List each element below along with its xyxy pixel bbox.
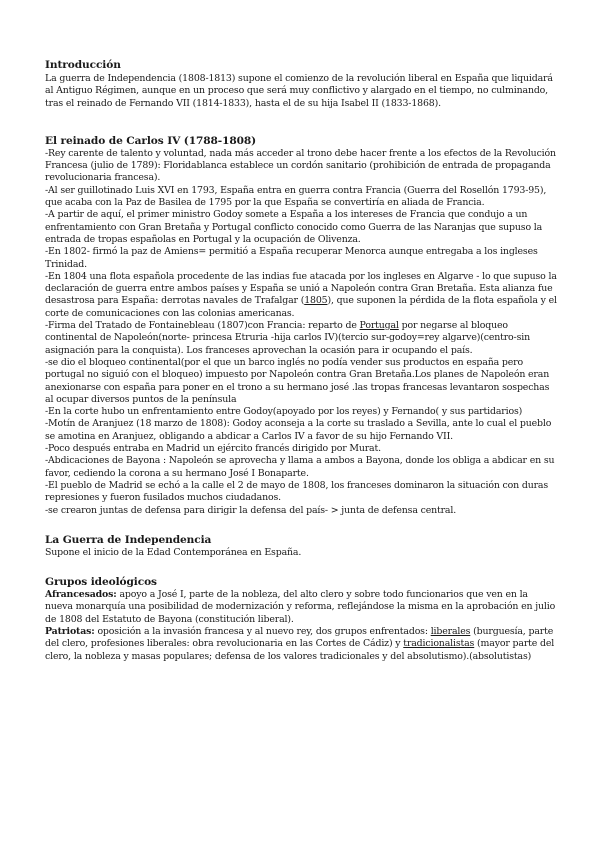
list-item: -se crearon juntas de defensa para dirigir la defensa del país- > junta de defensa central.: [45, 504, 457, 516]
list-item: -Al ser guillotinado Luis XVI en 1793, España entra en guerra contra Francia (Guerra del Rosellón 1793-95), que acaba con la Paz de Basilea de 1795 por la que España se convertiría en aliada de Francia.: [45, 184, 547, 209]
list-item: -El pueblo de Madrid se echó a la calle el 2 de mayo de 1808, los franceses dominaron la situación con duras represiones y fueron fusilados muchos ciudadanos.: [45, 479, 549, 504]
list-item: -Poco después entraba en Madrid un ejército francés dirigido por Murat.: [45, 443, 381, 455]
heading-introduccion: Introducción: [45, 59, 121, 71]
afrancesados-text: apoyo a José I, parte de la nobleza, del alto clero y sobre todo funcionarios que ven en la nueva monarquía una posibilidad de modernización y reforma, reflejándose la misma en la aprobación en julio de 1808 del Estatuto de Bayona (constitución liberal).: [45, 589, 556, 625]
tradicionalistas-link[interactable]: tradicionalistas: [403, 638, 475, 650]
list-item: -En 1802- firmó la paz de Amiens= permitió a España recuperar Menorca aunque entregaba a los ingleses Trinidad.: [45, 246, 538, 270]
list-item: -Motín de Aranjuez (18 marzo de 1808): Godoy aconseja a la corte su traslado a Sevilla, ante lo cual el pueblo se amotina en Aranjuez, obligando a abdicar a Carlos IV a favor de su hijo Fernando VII.: [45, 418, 552, 442]
list-item: [45, 320, 557, 357]
liberales-link[interactable]: liberales: [430, 625, 471, 637]
list-item: [45, 271, 557, 320]
guerra-paragraph: Supone el inicio de la Edad Contemporánea en España.: [45, 546, 302, 558]
item-text: -En 1804 una flota española procedente de las indias fue atacada por los ingleses en Algarve - lo que supuso la declaración de guerra entre ambos países y España se unió a Napoleón contra Gran Bretaña. Esta alianza fue desastrosa para España: derrotas navales de Trafalgar (: [45, 270, 557, 307]
item-text: -Firma del Tratado de Fontainebleau (1807)con Francia: reparto de: [45, 320, 360, 332]
document-content: [45, 58, 557, 663]
afrancesados-label: Afrancesados:: [45, 589, 117, 601]
heading-reinado-carlos-iv: El reinado de Carlos IV (1788-1808): [45, 134, 257, 147]
item-text: ), que suponen la pérdida de la flota española y el corte de comunicaciones con las colonias americanas.: [45, 295, 557, 319]
patriotas-label: Patriotas:: [45, 625, 95, 637]
heading-grupos-ideologicos: Grupos ideológicos: [45, 576, 157, 589]
patriotas-text: (burguesía, parte del clero, profesiones liberales: obra revolucionaria en las Cortes de Cádiz) y: [45, 625, 554, 650]
heading-guerra-independencia: La Guerra de Independencia: [45, 533, 212, 546]
year-link[interactable]: 1805: [304, 295, 328, 307]
section-introduccion: [45, 58, 557, 110]
patriotas-text: (mayor parte del clero, la nobleza y masas populares; defensa de los valores tradicionales y del absolutismo).(absolutistas): [45, 638, 555, 662]
list-item: -se dio el bloqueo continental(por el que un barco inglés no podía vender sus productos en españa pero portugal no siguió con el bloqueo) impuesto por Napoleón contra Gran Bretaña.Los planes de Napoleón eran anexionarse con españa para poner en el trono a su hermano josé .las tropas francesas levantaron sospechas al ocupar diversos puntos de la península: [45, 356, 550, 405]
section-grupos-ideologicos: [45, 575, 557, 663]
afrancesados-paragraph: [45, 589, 557, 626]
patriotas-text: oposición a la invasión francesa y al nuevo rey, dos grupos enfrentados:: [94, 625, 431, 637]
intro-paragraph: La guerra de Independencia (1808-1813) supone el comienzo de la revolución liberal en España que liquidará al Antiguo Régimen, aunque en un proceso que será muy conflictivo y alargado en el tiempo, no culminando, tras el reinado de Fernando VII (1814-1833), hasta el de su hija Isabel II (1833-1868).: [45, 73, 553, 109]
section-reinado-carlos-iv: [45, 134, 557, 517]
portugal-link[interactable]: Portugal: [359, 320, 399, 332]
item-text: por negarse al bloqueo continental de Napoleón(norte- princesa Etruria -hija carlos IV)(tercio sur-godoy=rey algarve)(centro-sin asignación para la conquista). Los franceses aprovechan la ocasión para ir ocupando el país.: [45, 320, 530, 356]
list-item: -A partir de aquí, el primer ministro Godoy somete a España a los intereses de Francia que condujo a un enfrentamiento con Gran Bretaña y Portugal conflicto conocido como Guerra de las Naranjas que supuso la entrada de tropas españolas en Portugal y la ocupación de Olivenza.: [45, 209, 543, 245]
section-guerra-independencia: [45, 533, 557, 559]
patriotas-paragraph: [45, 626, 557, 663]
list-item: -En la corte hubo un enfrentamiento entre Godoy(apoyado por los reyes) y Fernando( y sus partidarios): [45, 406, 523, 418]
list-item: -Rey carente de talento y voluntad, nada más acceder al trono debe hacer frente a los efectos de la Revolución Francesa (julio de 1789): Floridablanca establece un cordón sanitario (prohibición de entrada de propaganda revolucionaria francesa).: [45, 147, 556, 184]
list-item: -Abdicaciones de Bayona : Napoleón se aprovecha y llama a ambos a Bayona, donde los obliga a abdicar en su favor, cediendo la corona a su hermano José I Bonaparte.: [45, 455, 555, 479]
